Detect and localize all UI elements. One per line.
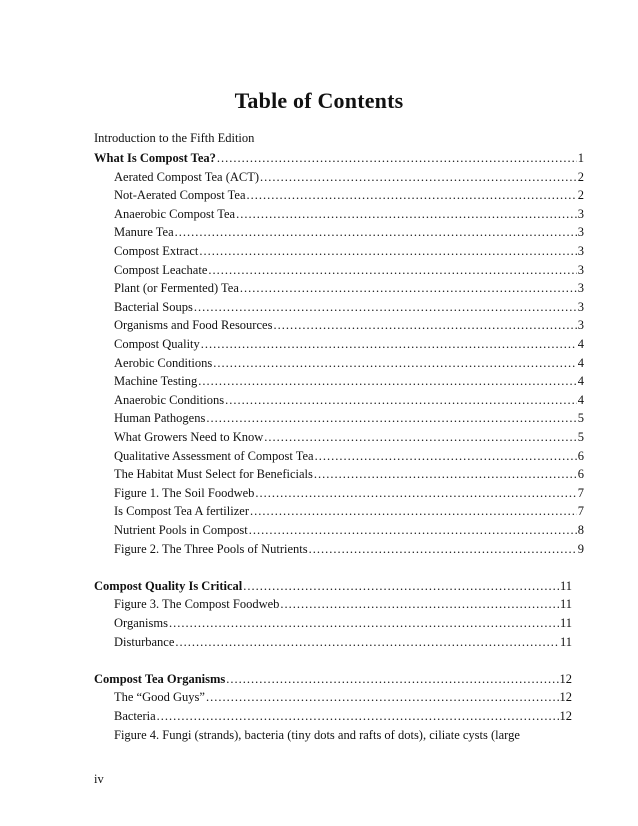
toc-entry-label: Compost Quality — [114, 337, 200, 351]
toc-entry[interactable] — [114, 448, 584, 464]
dot-leader — [273, 317, 576, 333]
toc-entry-label: Organisms — [114, 616, 168, 630]
toc-page-number: 4 — [577, 374, 584, 389]
toc-page-number: 7 — [577, 504, 584, 519]
toc-entry-label: Human Pathogens — [114, 411, 206, 426]
toc-entry[interactable] — [114, 373, 584, 389]
toc-page-number: 4 — [577, 355, 584, 370]
dot-leader — [315, 448, 577, 464]
dot-leader — [260, 169, 577, 185]
toc-entry-label: Machine Testing — [114, 374, 198, 389]
toc-entry-label: Aerated Compost Tea (ACT) — [114, 169, 260, 184]
toc-entry[interactable] — [114, 317, 584, 333]
toc-page-number: 11 — [559, 578, 572, 593]
toc-page-number: 11 — [559, 616, 572, 630]
toc-page-number: 12 — [559, 671, 572, 686]
toc-page-number: 7 — [577, 485, 584, 500]
toc-page-number: 3 — [577, 299, 584, 314]
toc-entry[interactable] — [114, 727, 572, 743]
dot-leader — [250, 503, 577, 519]
toc-entry-label: Is Compost Tea A fertilizer — [114, 504, 249, 519]
toc-page-number: 11 — [559, 634, 572, 649]
toc-entry[interactable] — [114, 187, 584, 203]
toc-page-number: 12 — [559, 709, 572, 723]
dot-leader — [314, 466, 577, 482]
toc-heading-label: Compost Tea Organisms — [94, 671, 226, 686]
dot-leader — [309, 541, 577, 557]
toc-entry[interactable] — [114, 485, 584, 501]
toc-page-number: 4 — [577, 337, 584, 351]
toc-entry-label: Nutrient Pools in Compost — [114, 523, 248, 537]
dot-leader — [255, 485, 576, 501]
dot-leader — [206, 410, 576, 426]
toc-page-number: 2 — [577, 169, 584, 184]
toc-entry[interactable] — [114, 429, 584, 445]
toc-entry-label: Figure 2. The Three Pools of Nutrients — [114, 541, 308, 556]
toc-page-number: 4 — [577, 392, 584, 407]
toc-entry[interactable] — [114, 503, 584, 519]
dot-leader — [264, 429, 576, 445]
toc-entry[interactable] — [114, 541, 584, 557]
toc-entry[interactable] — [114, 280, 584, 296]
toc-entry[interactable] — [114, 355, 584, 371]
dot-leader — [194, 299, 577, 315]
toc-page-number: 2 — [577, 188, 584, 203]
toc-page-number: 5 — [577, 411, 584, 426]
toc-entry[interactable] — [114, 336, 584, 352]
toc-page-number: 12 — [559, 690, 572, 705]
dot-leader — [157, 708, 559, 724]
intro-entry: Introduction to the Fifth Edition — [94, 131, 255, 145]
dot-leader — [201, 336, 577, 352]
toc-entry[interactable] — [114, 169, 584, 185]
toc-page-number: 11 — [559, 597, 572, 612]
toc-entry-label: Anaerobic Compost Tea — [114, 206, 236, 221]
toc-entry[interactable] — [114, 615, 572, 631]
toc-page-number: 3 — [577, 244, 584, 258]
toc-entry-label: Qualitative Assessment of Compost Tea — [114, 448, 314, 463]
toc-heading-label: What Is Compost Tea? — [94, 151, 216, 165]
dot-leader — [199, 243, 576, 259]
toc-entry[interactable] — [114, 596, 572, 612]
dot-leader — [226, 671, 558, 687]
toc-heading-label: Compost Quality Is Critical — [94, 578, 243, 593]
toc-entry-label: Manure Tea — [114, 225, 174, 240]
toc-page-number: 3 — [577, 281, 584, 296]
toc-page-number: 3 — [577, 262, 584, 277]
dot-leader — [249, 522, 577, 538]
toc-entry-label: Figure 3. The Compost Foodweb — [114, 597, 280, 612]
toc-entry-label: Anaerobic Conditions — [114, 392, 225, 407]
toc-entry-label: Organisms and Food Resources — [114, 318, 273, 333]
dot-leader — [225, 392, 577, 408]
toc-entry-label: Not-Aerated Compost Tea — [114, 188, 246, 203]
toc-entry[interactable] — [114, 466, 584, 482]
toc-page-number: 1 — [577, 151, 584, 165]
toc-entry[interactable] — [114, 243, 584, 259]
toc-entry[interactable] — [114, 262, 584, 278]
toc-entry-label: Figure 1. The Soil Foodweb — [114, 485, 255, 500]
toc-entry[interactable] — [114, 392, 584, 408]
toc-entry[interactable] — [114, 522, 584, 538]
page-title: Table of Contents — [234, 88, 404, 113]
toc-section-heading[interactable] — [94, 150, 584, 166]
toc-entry[interactable] — [114, 634, 572, 650]
dot-leader — [280, 596, 559, 612]
dot-leader — [175, 634, 559, 650]
toc-page-number: 3 — [577, 225, 584, 240]
toc-entry[interactable] — [114, 206, 584, 222]
dot-leader — [175, 224, 577, 240]
toc-entry-label: Aerobic Conditions — [114, 355, 213, 370]
toc-page-number: 3 — [577, 206, 584, 221]
toc-entry[interactable] — [114, 410, 584, 426]
toc-entry-label: What Growers Need to Know — [114, 430, 264, 444]
toc-page-number: 6 — [577, 448, 584, 463]
toc-page-number: 6 — [577, 467, 584, 482]
toc-entry-label: The Habitat Must Select for Beneficials — [114, 467, 313, 482]
toc-entry-label: Compost Leachate — [114, 262, 208, 277]
toc-page-number: 5 — [577, 430, 584, 444]
toc-entry-label: Figure 4. Fungi (strands), bacteria (tiny dots and rafts of dots), ciliate cysts (large — [114, 727, 520, 742]
toc-page-number: 9 — [577, 541, 584, 556]
toc-entry-label: Bacteria — [114, 709, 156, 723]
toc-entry-label: Plant (or Fermented) Tea — [114, 281, 239, 296]
dot-leader — [236, 206, 577, 222]
toc-section-heading[interactable] — [94, 578, 572, 594]
toc-entry-label: Compost Extract — [114, 244, 199, 258]
dot-leader — [240, 280, 577, 296]
toc-entry[interactable] — [114, 689, 572, 705]
dot-leader — [217, 150, 577, 166]
toc-entry[interactable] — [114, 224, 584, 240]
toc-entry-label: Disturbance — [114, 634, 175, 649]
toc-section-heading[interactable] — [94, 671, 572, 687]
dot-leader — [243, 578, 559, 594]
dot-leader — [198, 373, 576, 389]
dot-leader — [169, 615, 559, 631]
dot-leader — [247, 187, 577, 203]
toc-entry-label: Bacterial Soups — [114, 299, 193, 314]
toc-page-number: 3 — [577, 318, 584, 333]
toc-entry-label: The “Good Guys” — [114, 690, 205, 705]
dot-leader — [208, 262, 576, 278]
page-number: iv — [94, 772, 104, 786]
toc-entry[interactable] — [114, 708, 572, 724]
dot-leader — [206, 689, 559, 705]
toc-entry[interactable] — [114, 299, 584, 315]
dot-leader — [213, 355, 576, 371]
toc-page-number: 8 — [577, 523, 584, 537]
